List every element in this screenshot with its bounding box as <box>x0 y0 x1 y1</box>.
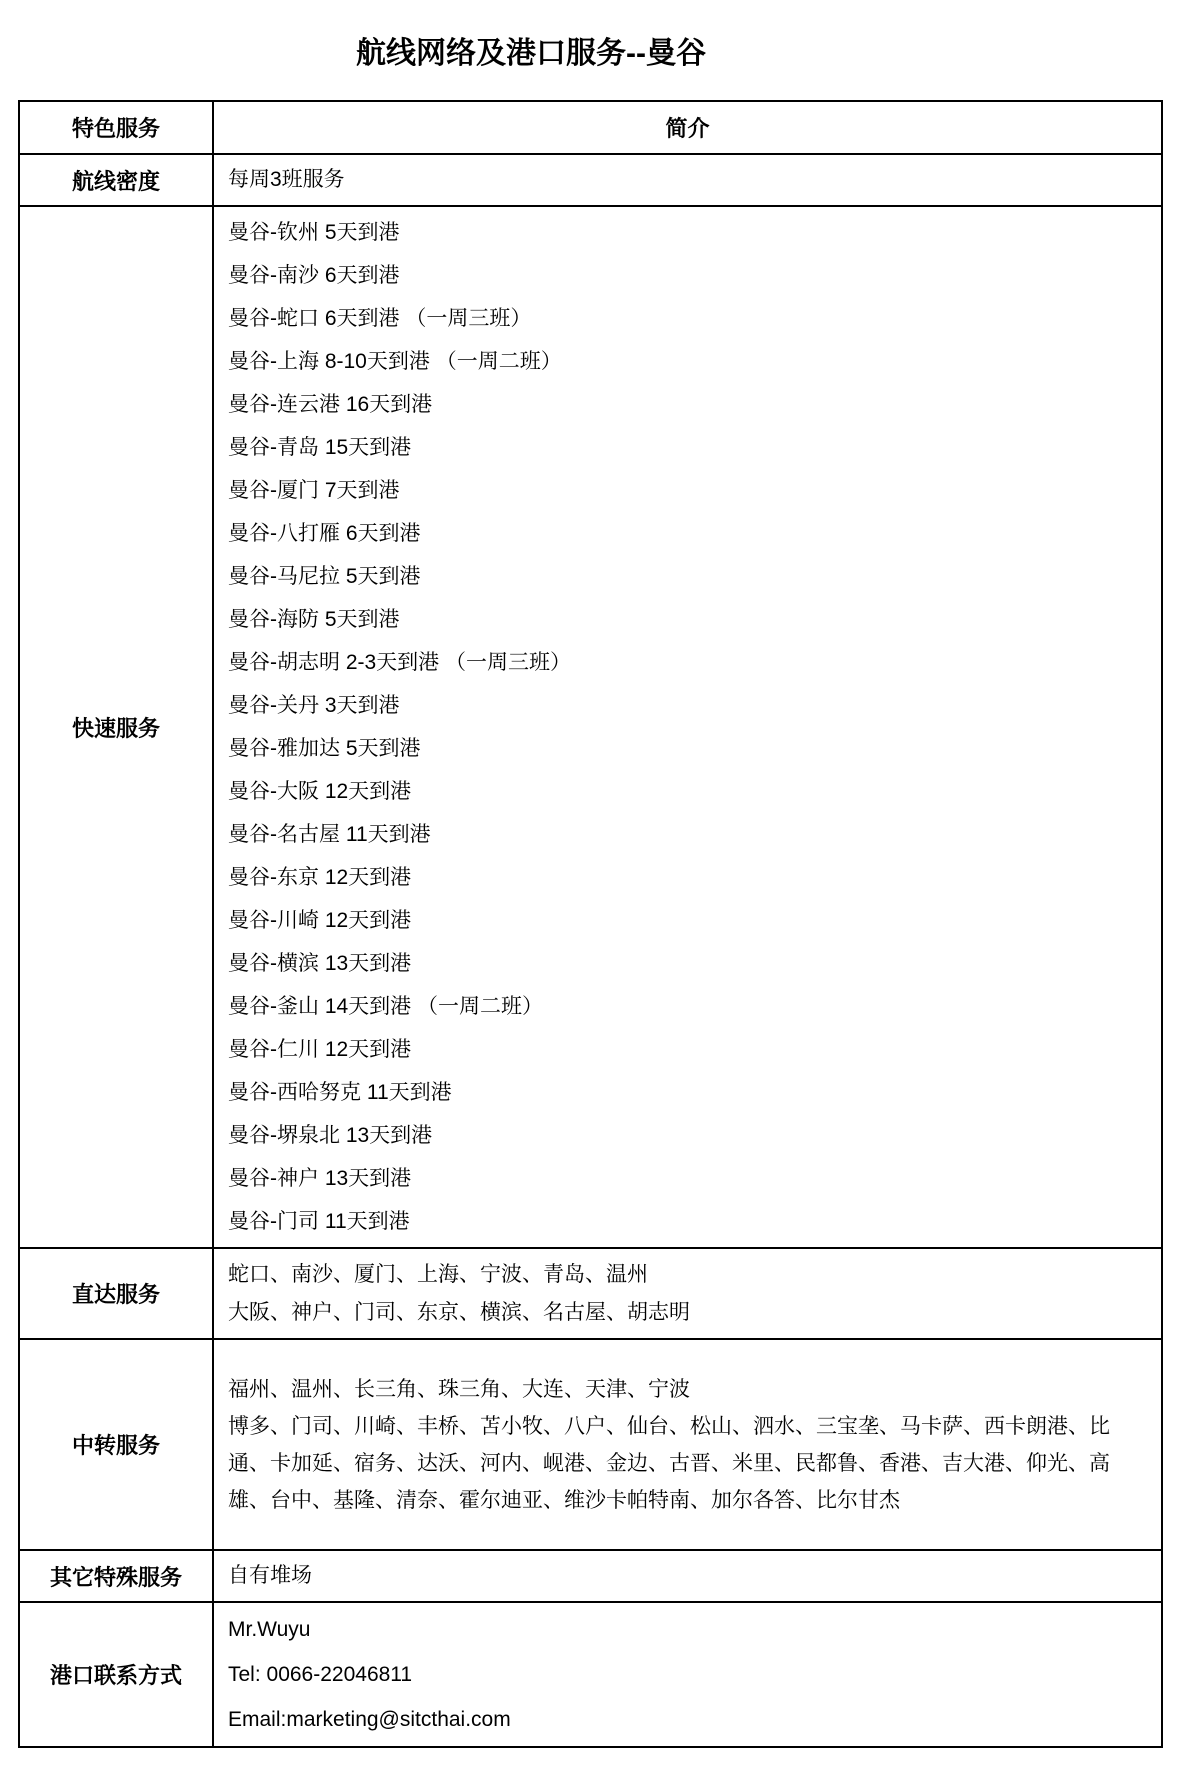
content-line: 曼谷-南沙 6天到港 <box>228 264 400 287</box>
row-label-transfer-service: 中转服务 <box>19 1339 213 1550</box>
row-label-route-density: 航线密度 <box>19 154 213 206</box>
content-line: 曼谷-仁川 12天到港 <box>228 1038 412 1061</box>
row-label-port-contact: 港口联系方式 <box>19 1602 213 1747</box>
content-line: 曼谷-名古屋 11天到港 <box>228 823 431 846</box>
row-label-direct-service: 直达服务 <box>19 1248 213 1339</box>
content-line: 福州、温州、长三角、珠三角、大连、天津、宁波 <box>228 1377 690 1401</box>
services-table <box>18 100 1163 1748</box>
row-label-other-special-service: 其它特殊服务 <box>19 1550 213 1602</box>
content-line: 博多、门司、川崎、丰桥、苫小牧、八户、仙台、松山、泗水、三宝垄、马卡萨、西卡朗港、比通、卡加延、宿务、达沃、河内、岘港、金边、古晋、米里、民都鲁、香港、吉大港、仰光、高雄、台中、基隆、清奈、霍尔迪亚、维沙卡帕特南、加尔各答、比尔甘杰 <box>228 1414 1110 1512</box>
content-line: 蛇口、南沙、厦门、上海、宁波、青岛、温州 <box>228 1262 648 1286</box>
row-content-route-density <box>213 154 1162 206</box>
row-content-port-contact <box>213 1602 1162 1747</box>
header-intro: 简介 <box>213 101 1162 154</box>
content-line: 曼谷-神户 13天到港 <box>228 1167 412 1190</box>
table-row-port-contact <box>19 1602 1162 1747</box>
table-row-express-service <box>19 206 1162 1248</box>
table-row-other-special-service <box>19 1550 1162 1602</box>
content-line: Tel: 0066-22046811 <box>228 1663 413 1686</box>
content-line: 曼谷-雅加达 5天到港 <box>228 737 421 760</box>
content-line: 曼谷-关丹 3天到港 <box>228 694 400 717</box>
content-line: 曼谷-横滨 13天到港 <box>228 952 412 975</box>
content-line: 曼谷-连云港 16天到港 <box>228 393 433 416</box>
content-line: 曼谷-海防 5天到港 <box>228 608 400 631</box>
content-line: 曼谷-钦州 5天到港 <box>228 221 400 244</box>
content-line: 曼谷-蛇口 6天到港 （一周三班） <box>228 307 532 330</box>
content-line: 曼谷-胡志明 2-3天到港 （一周三班） <box>228 651 572 674</box>
content-line: 曼谷-东京 12天到港 <box>228 866 412 889</box>
row-label-express-service: 快速服务 <box>19 206 213 1248</box>
header-feature-services: 特色服务 <box>19 101 213 154</box>
content-line: 自有堆场 <box>228 1564 312 1587</box>
content-line: 大阪、神户、门司、东京、横滨、名古屋、胡志明 <box>228 1300 690 1324</box>
content-line: 曼谷-八打雁 6天到港 <box>228 522 421 545</box>
row-content-express-service <box>213 206 1162 1248</box>
content-line: 曼谷-门司 11天到港 <box>228 1210 410 1233</box>
content-line: 曼谷-西哈努克 11天到港 <box>228 1081 452 1104</box>
content-line: Mr.Wuyu <box>228 1618 311 1641</box>
table-row-direct-service <box>19 1248 1162 1339</box>
content-line: 曼谷-大阪 12天到港 <box>228 780 412 803</box>
table-header-row <box>19 101 1162 154</box>
content-line: 曼谷-釜山 14天到港 （一周二班） <box>228 995 544 1018</box>
row-content-other-special-service <box>213 1550 1162 1602</box>
content-line: 曼谷-上海 8-10天到港 （一周二班） <box>228 350 562 373</box>
table-row-transfer-service <box>19 1339 1162 1550</box>
content-line: 每周3班服务 <box>228 168 345 191</box>
content-line: Email:marketing@sitcthai.com <box>228 1708 511 1731</box>
content-line: 曼谷-青岛 15天到港 <box>228 436 412 459</box>
row-content-direct-service <box>213 1248 1162 1339</box>
page-title: 航线网络及港口服务--曼谷 <box>356 37 706 70</box>
row-content-transfer-service <box>213 1339 1162 1550</box>
content-line: 曼谷-马尼拉 5天到港 <box>228 565 421 588</box>
table-row-route-density <box>19 154 1162 206</box>
content-line: 曼谷-厦门 7天到港 <box>228 479 400 502</box>
content-line: 曼谷-川崎 12天到港 <box>228 909 412 932</box>
content-line: 曼谷-堺泉北 13天到港 <box>228 1124 433 1147</box>
